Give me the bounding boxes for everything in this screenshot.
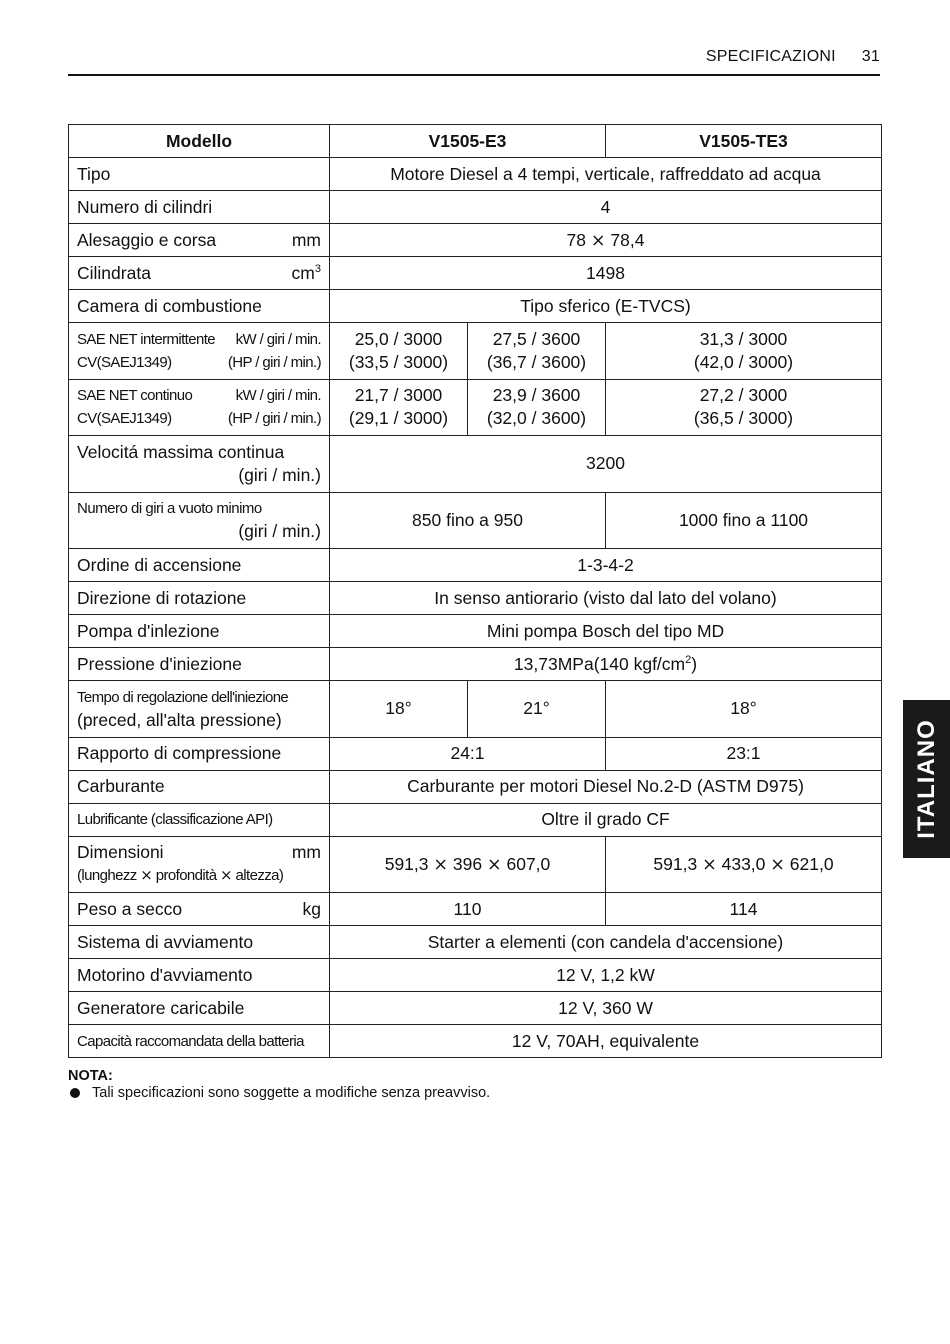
row-value: Motore Diesel a 4 tempi, verticale, raffreddato ad acqua (330, 158, 882, 191)
row-direzione (69, 582, 882, 615)
row-label: SAE NET intermittente (77, 330, 216, 348)
row-unit: (giri / min.) (238, 464, 321, 485)
row-label: Tipo (69, 158, 330, 191)
row-value: 114 (606, 893, 882, 926)
row-value: 4 (330, 191, 882, 224)
row-value: 12 V, 70AH, equivalente (330, 1025, 882, 1058)
row-value: 21° (468, 681, 606, 738)
row-label: Motorino d'avviamento (69, 959, 330, 992)
row-value: Carburante per motori Diesel No.2-D (ASTM D975) (330, 770, 882, 803)
row-sae-intermittente (69, 323, 882, 380)
row-value: 1498 (330, 257, 882, 290)
table-header-row (69, 125, 882, 158)
row-label: Carburante (69, 770, 330, 803)
row-camera (69, 290, 882, 323)
row-label: Dimensioni (77, 842, 164, 863)
row-unit: $cm^3$ (291, 262, 321, 283)
row-label: Ordine di accensione (69, 549, 330, 582)
row-peso (69, 893, 882, 926)
row-value: 25,0 / 3000 (33,5 / 3000) (330, 323, 468, 380)
row-minimo (69, 492, 882, 549)
row-velocita (69, 436, 882, 493)
row-label: Tempo di regolazione dell'iniezione (77, 688, 289, 706)
row-label: Velocitá massima continua (77, 441, 285, 462)
row-value: 21,7 / 3000 (29,1 / 3000) (330, 379, 468, 436)
row-label: Direzione di rotazione (69, 582, 330, 615)
row-value: 110 (330, 893, 606, 926)
page-header (68, 48, 880, 76)
row-label: Cilindrata (77, 262, 151, 283)
row-tipo (69, 158, 882, 191)
row-sae-continuo (69, 379, 882, 436)
row-sublabel: (lunghezz ⨯ profondità ⨯ altezza) (77, 867, 284, 885)
header-v1505-te3: V1505-TE3 (606, 125, 882, 158)
row-motorino (69, 959, 882, 992)
row-carburante (69, 770, 882, 803)
row-value: 23:1 (606, 737, 882, 770)
specifications-table (68, 124, 882, 1058)
row-alesaggio (69, 224, 882, 257)
note-item (68, 1085, 490, 1101)
note-text: Tali specificazioni sono soggette a modifiche senza preavviso. (92, 1085, 491, 1101)
row-value: 31,3 / 3000 (42,0 / 3000) (606, 323, 882, 380)
language-tab (903, 700, 950, 858)
row-value: 1-3-4-2 (330, 549, 882, 582)
row-value: Oltre il grado CF (330, 803, 882, 836)
row-cilindri (69, 191, 882, 224)
row-value: In senso antiorario (visto dal lato del volano) (330, 582, 882, 615)
row-unit: kW / giri / min. (235, 387, 321, 405)
row-value: 78 ⨯ 78,4 (330, 224, 882, 257)
row-rapporto (69, 737, 882, 770)
row-value: 23,9 / 3600 (32,0 / 3600) (468, 379, 606, 436)
row-value: 591,3 ⨯ 396 ⨯ 607,0 (330, 836, 606, 893)
row-value: 1000 fino a 1100 (606, 492, 882, 549)
row-label: Peso a secco (77, 898, 183, 919)
row-unit: kW / giri / min. (235, 330, 321, 348)
row-unit: (HP / giri / min.) (227, 353, 321, 371)
row-value: 24:1 (330, 737, 606, 770)
row-label: SAE NET continuo (77, 387, 193, 405)
row-value: 27,5 / 3600 (36,7 / 3600) (468, 323, 606, 380)
row-value: 3200 (330, 436, 882, 493)
row-label: Pompa d'inlezione (69, 615, 330, 648)
row-label: Generatore caricabile (69, 992, 330, 1025)
row-value: Starter a elementi (con candela d'accensione) (330, 926, 882, 959)
row-dimensioni (69, 836, 882, 893)
row-cilindrata (69, 257, 882, 290)
row-label: Alesaggio e corsa (77, 229, 217, 250)
row-pressione (69, 648, 882, 681)
row-batteria (69, 1025, 882, 1058)
row-pompa (69, 615, 882, 648)
row-sublabel: (preced, all'alta pressione) (77, 709, 282, 730)
row-value: Mini pompa Bosch del tipo MD (330, 615, 882, 648)
row-lubrificante (69, 803, 882, 836)
row-value: 13,73MPa(140 kgf/$cm^2$) (330, 648, 882, 681)
row-label: Pressione d'iniezione (69, 648, 330, 681)
row-label: Sistema di avviamento (69, 926, 330, 959)
page-number: 31 (861, 48, 880, 65)
row-label: Lubrificante (classificazione API) (69, 803, 330, 836)
header-modello: Modello (69, 125, 330, 158)
row-ordine (69, 549, 882, 582)
section-title: SPECIFICAZIONI (705, 48, 836, 65)
header-v1505-e3: V1505-E3 (330, 125, 606, 158)
row-label: CV(SAEJ1349) (77, 353, 172, 371)
row-value: 591,3 ⨯ 433,0 ⨯ 621,0 (606, 836, 882, 893)
row-value: 12 V, 360 W (330, 992, 882, 1025)
row-unit: (HP / giri / min.) (227, 410, 321, 428)
row-label: Capacità raccomandata della batteria (69, 1025, 330, 1058)
row-value: 18° (330, 681, 468, 738)
row-label: Camera di combustione (69, 290, 330, 323)
row-unit: kg (302, 898, 321, 919)
row-tempo (69, 681, 882, 738)
row-value: 12 V, 1,2 kW (330, 959, 882, 992)
row-label: CV(SAEJ1349) (77, 410, 172, 428)
row-label: Rapporto di compressione (69, 737, 330, 770)
row-avviamento (69, 926, 882, 959)
row-unit: (giri / min.) (238, 521, 321, 542)
row-value: Tipo sferico (E-TVCS) (330, 290, 882, 323)
row-value: 850 fino a 950 (330, 492, 606, 549)
row-unit: mm (291, 229, 321, 250)
row-value: 18° (606, 681, 882, 738)
language-tab-label: ITALIANO (912, 719, 940, 839)
bullet-icon (70, 1088, 80, 1098)
row-value: 27,2 / 3000 (36,5 / 3000) (606, 379, 882, 436)
row-label: Numero di giri a vuoto minimo (77, 500, 262, 518)
row-generatore (69, 992, 882, 1025)
row-label: Numero di cilindri (69, 191, 330, 224)
row-unit: mm (291, 842, 321, 863)
note-title: NOTA: (68, 1068, 113, 1084)
